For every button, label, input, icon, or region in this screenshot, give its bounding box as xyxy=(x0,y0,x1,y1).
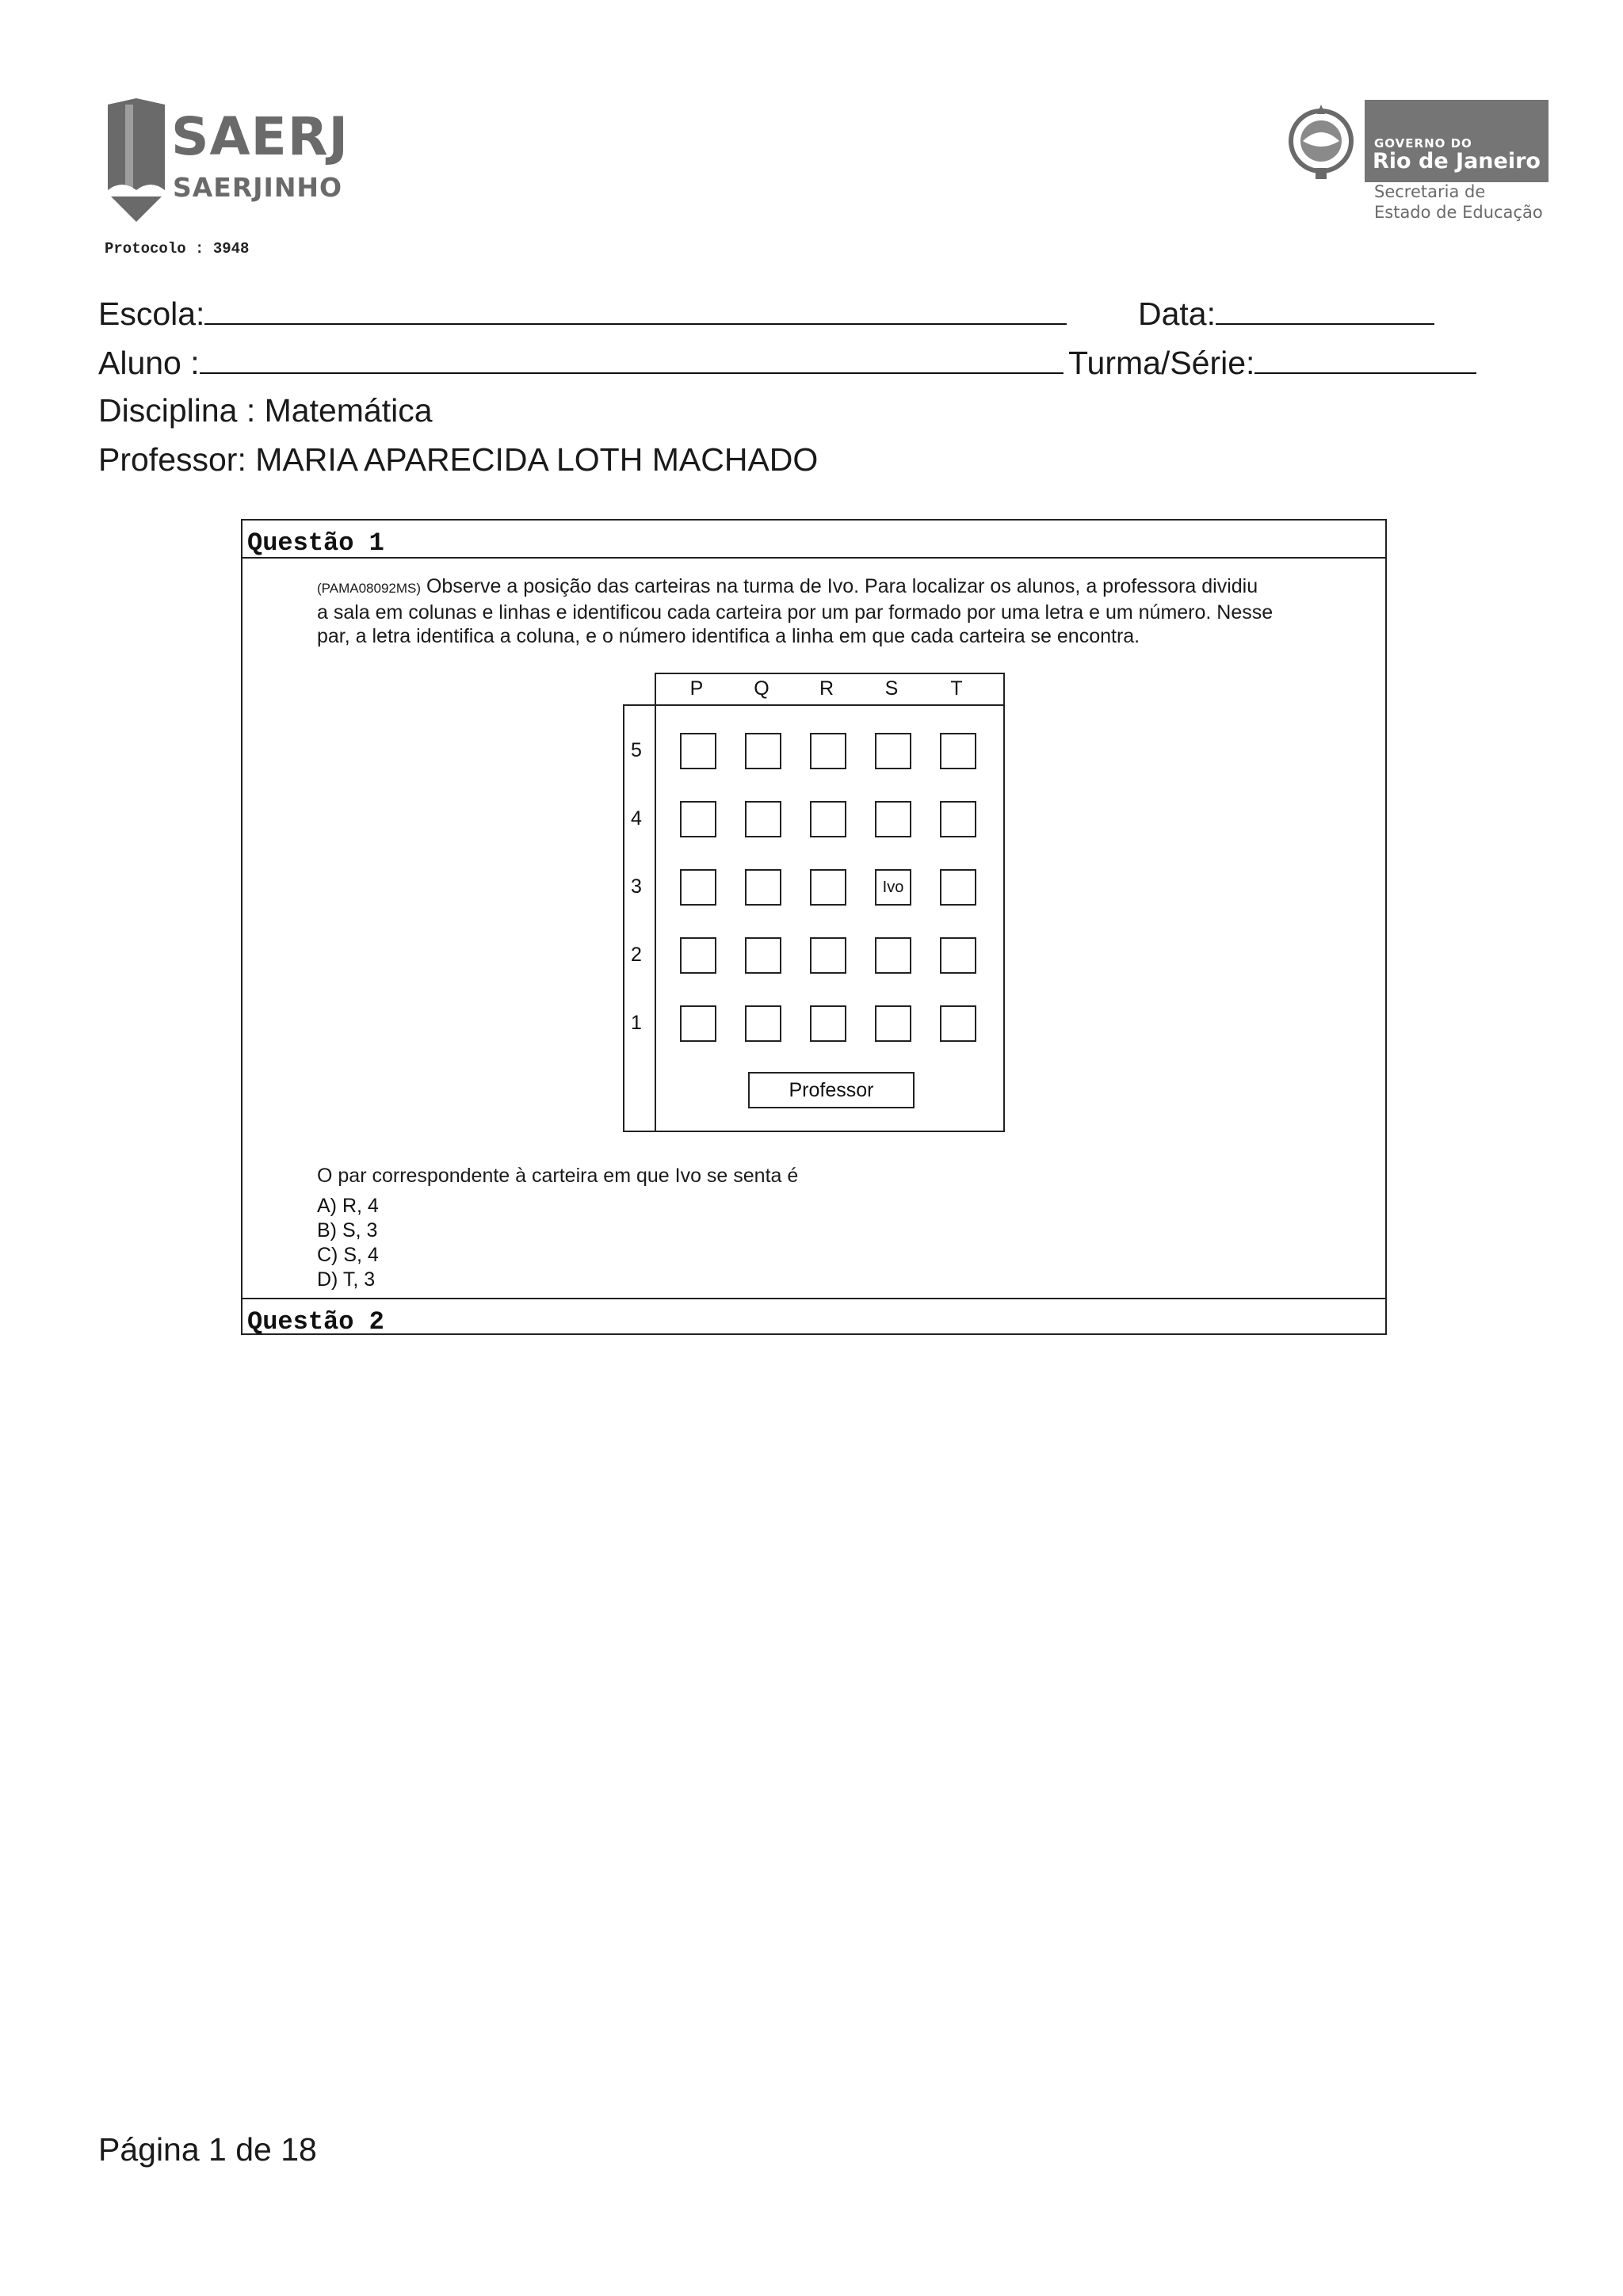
desk-s2 xyxy=(875,937,911,974)
secretaria-line-1: Secretaria de xyxy=(1374,182,1486,201)
saerj-logo-title: SAERJ xyxy=(171,106,349,167)
row-label-5: 5 xyxy=(631,739,642,761)
column-label-q: Q xyxy=(754,677,769,700)
turma-blank xyxy=(1254,345,1476,374)
question-1-text-line-2: a sala em colunas e linhas e identificou cada carteira por um par formado por uma letra e um número. Nesse xyxy=(317,601,1274,624)
desk-t3 xyxy=(940,869,976,906)
coat-of-arms-icon xyxy=(1287,100,1355,182)
desk-s5 xyxy=(875,733,911,769)
row-label-3: 3 xyxy=(631,875,642,898)
data-blank xyxy=(1216,296,1434,325)
secretaria-line-2: Estado de Educação xyxy=(1374,203,1543,222)
desk-s1 xyxy=(875,1005,911,1042)
desk-r1 xyxy=(810,1005,846,1042)
gov-rj-logo xyxy=(1287,100,1549,227)
question-box xyxy=(241,519,1387,1335)
diagram-left-border xyxy=(623,704,624,1132)
saerj-logo-subtitle: SAERJINHO xyxy=(173,172,343,203)
column-label-s: S xyxy=(884,677,899,700)
disciplina-line: Disciplina : Matemática xyxy=(98,392,433,429)
row-label-2: 2 xyxy=(631,944,642,966)
option-b: B) S, 3 xyxy=(317,1219,378,1241)
desk-t1 xyxy=(940,1005,976,1042)
desk-q3 xyxy=(745,869,781,906)
column-label-r: R xyxy=(819,677,834,700)
desk-r5 xyxy=(810,733,846,769)
desk-p4 xyxy=(680,801,716,837)
row-label-4: 4 xyxy=(631,807,642,830)
diagram-inner-divider xyxy=(655,673,656,1132)
escola-field xyxy=(98,296,1067,330)
desk-t4 xyxy=(940,801,976,837)
question-code: (PAMA08092MS) xyxy=(317,581,422,596)
desk-r4 xyxy=(810,801,846,837)
data-field xyxy=(1138,296,1434,330)
professor-desk: Professor xyxy=(748,1072,915,1108)
gov-rj-small-text: GOVERNO DO xyxy=(1374,136,1472,151)
desk-s4 xyxy=(875,801,911,837)
aluno-label: Aluno : xyxy=(98,345,200,381)
desk-p5 xyxy=(680,733,716,769)
turma-field xyxy=(1068,345,1476,379)
question-1-title: Questão 1 xyxy=(242,521,1385,559)
aluno-field xyxy=(98,345,1064,379)
option-c: C) S, 4 xyxy=(317,1244,379,1266)
gov-rj-banner xyxy=(1365,100,1549,182)
desk-p3 xyxy=(680,869,716,906)
diagram-right-border xyxy=(1003,673,1005,1132)
desk-s3-ivo: Ivo xyxy=(875,869,911,906)
professor-line: Professor: MARIA APARECIDA LOTH MACHADO xyxy=(98,441,819,478)
desk-q1 xyxy=(745,1005,781,1042)
column-label-t: T xyxy=(950,677,963,700)
escola-label: Escola: xyxy=(98,296,205,332)
question-1-text-line-1: (PAMA08092MS) Observe a posição das carteiras na turma de Ivo. Para localizar os alunos, a professora dividiu xyxy=(317,575,1258,597)
row-label-1: 1 xyxy=(631,1012,642,1034)
desk-t5 xyxy=(940,733,976,769)
question-1-text xyxy=(317,574,1347,648)
turma-label: Turma/Série: xyxy=(1068,345,1255,381)
option-d: D) T, 3 xyxy=(317,1268,376,1291)
desk-p2 xyxy=(680,937,716,974)
diagram-top-border xyxy=(655,673,1005,674)
desk-q2 xyxy=(745,937,781,974)
desk-q5 xyxy=(745,733,781,769)
question-1-prompt: O par correspondente à carteira em que Ivo se senta é xyxy=(317,1165,799,1187)
diagram-row-header-top xyxy=(623,704,655,706)
seating-diagram xyxy=(623,673,1005,1132)
gov-rj-title: Rio de Janeiro xyxy=(1373,149,1541,174)
data-label: Data: xyxy=(1138,296,1216,332)
saerj-logo xyxy=(105,97,366,223)
saerj-pencil-icon xyxy=(105,97,168,223)
question-2-title: Questão 2 xyxy=(242,1298,1385,1336)
diagram-header-divider xyxy=(655,704,1005,706)
escola-blank xyxy=(204,296,1067,325)
aluno-blank xyxy=(200,345,1064,374)
desk-q4 xyxy=(745,801,781,837)
diagram-bottom-border xyxy=(623,1131,1005,1132)
desk-t2 xyxy=(940,937,976,974)
desk-r2 xyxy=(810,937,846,974)
option-a: A) R, 4 xyxy=(317,1195,379,1217)
column-label-p: P xyxy=(689,677,704,700)
protocol-number: Protocolo : 3948 xyxy=(105,240,250,257)
desk-p1 xyxy=(680,1005,716,1042)
question-1-text-line-3: par, a letra identifica a coluna, e o número identifica a linha em que cada carteira se encontra. xyxy=(317,625,1140,647)
desk-r3 xyxy=(810,869,846,906)
page-number: Página 1 de 18 xyxy=(98,2131,317,2168)
